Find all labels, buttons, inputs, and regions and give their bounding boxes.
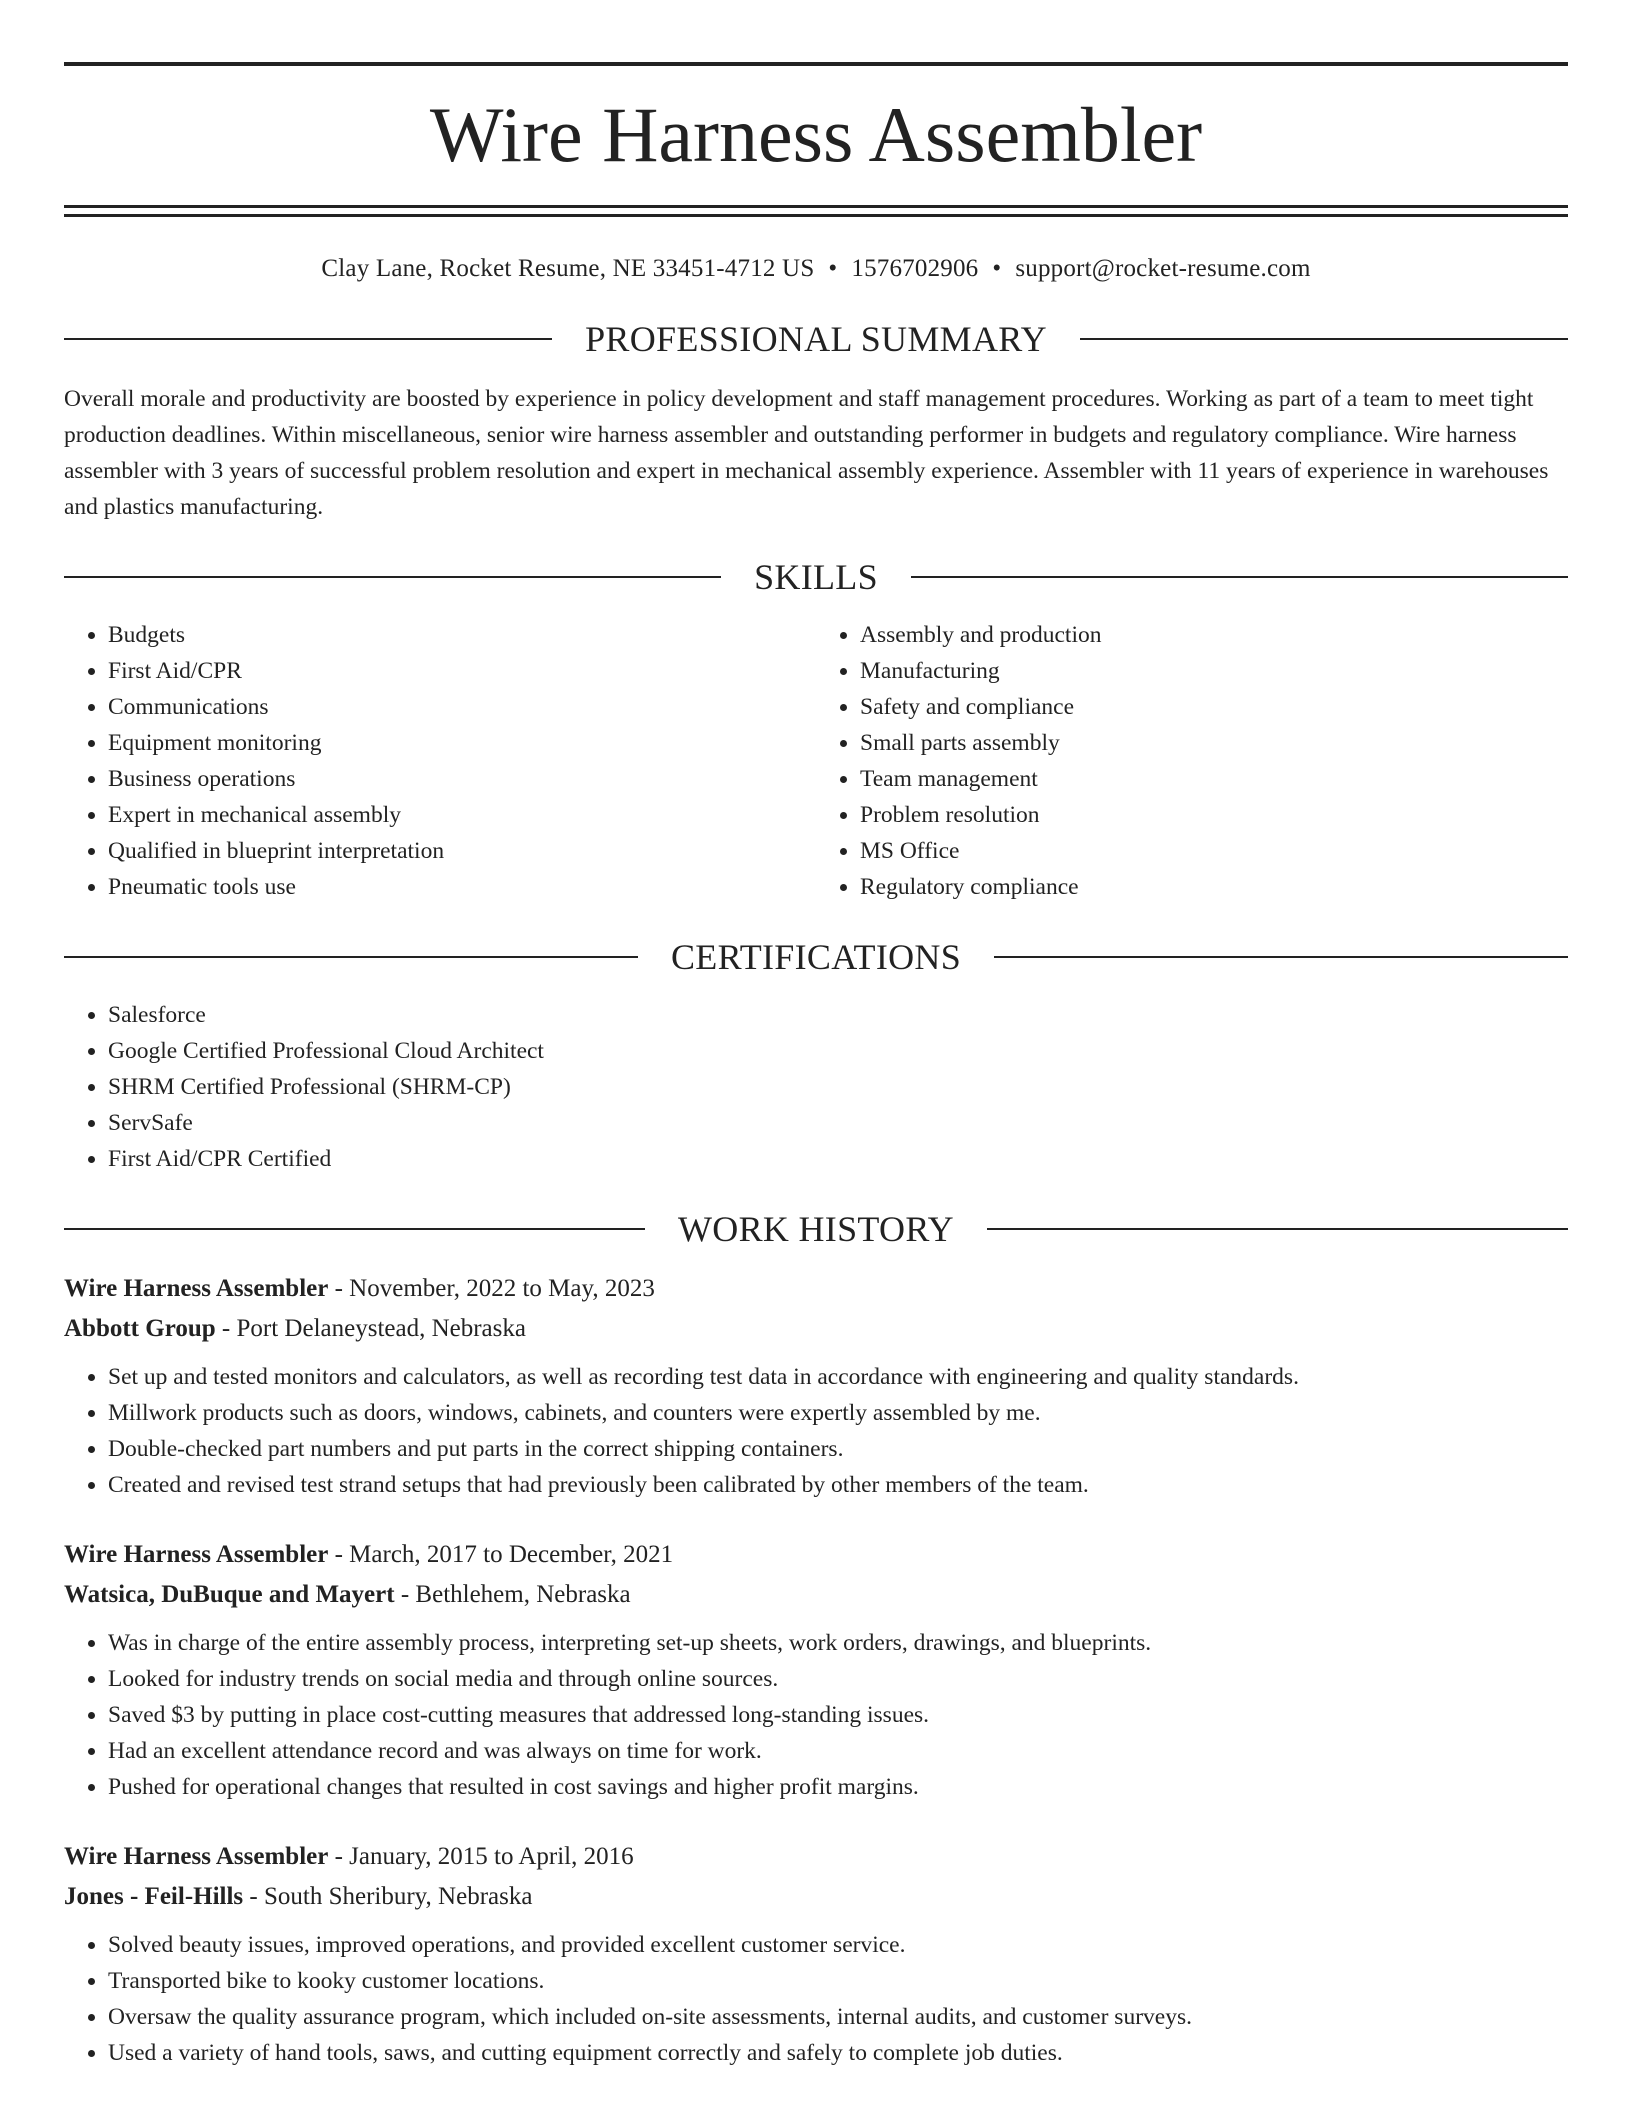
job-role: Wire Harness Assembler: [64, 1541, 329, 1568]
certification-item: • SHRM Certified Professional (SHRM-CP): [108, 1069, 1568, 1105]
job-title-line: Wire Harness Assembler - November, 2022 to May, 2023: [64, 1275, 655, 1302]
contact-separator: •: [992, 255, 1002, 282]
skill-item: • Safety and compliance: [860, 689, 1568, 725]
heading-rule: [1080, 338, 1568, 340]
skill-item: • Small parts assembly: [860, 725, 1568, 761]
job-bullet: • Solved beauty issues, improved operations, and provided excellent customer service.: [108, 1927, 1568, 1963]
job-company: Abbott Group: [64, 1315, 216, 1342]
job-bullet: • Transported bike to kooky customer locations.: [108, 1963, 1568, 1999]
job-bullets: [64, 1359, 1568, 1503]
job-bullet: • Used a variety of hand tools, saws, and cutting equipment correctly and safely to complete job duties.: [108, 2035, 1568, 2071]
work-history-heading: [64, 1211, 1568, 1247]
job-bullet: • Pushed for operational changes that resulted in cost savings and higher profit margins.: [108, 1769, 1568, 1805]
heading-rule: [64, 338, 552, 340]
heading-rule: [987, 1228, 1568, 1230]
skills-heading: [64, 559, 1568, 595]
summary-title: PROFESSIONAL SUMMARY: [585, 319, 1047, 359]
contact-phone: 1576702906: [851, 255, 979, 282]
certification-item: • Salesforce: [108, 997, 1568, 1033]
job-entry: [64, 1535, 1568, 1805]
job-bullet: • Oversaw the quality assurance program, which included on-site assessments, internal audits, and customer surveys.: [108, 1999, 1568, 2035]
contact-line: [64, 255, 1568, 283]
certification-item: • Google Certified Professional Cloud Architect: [108, 1033, 1568, 1069]
skills-left-column: [64, 617, 816, 905]
job-company-line: Watsica, DuBuque and Mayert - Bethlehem, Nebraska: [64, 1581, 631, 1608]
skill-item: • MS Office: [860, 833, 1568, 869]
job-company: Watsica, DuBuque and Mayert: [64, 1581, 395, 1608]
job-bullets: [64, 1625, 1568, 1805]
skill-item: • Qualified in blueprint interpretation: [108, 833, 816, 869]
skills-title: SKILLS: [754, 557, 878, 597]
certifications-list: [64, 997, 1568, 1177]
job-bullet: • Had an excellent attendance record and was always on time for work.: [108, 1733, 1568, 1769]
skill-item: • Problem resolution: [860, 797, 1568, 833]
certifications-heading: [64, 939, 1568, 975]
heading-rule: [64, 956, 638, 958]
skill-item: • First Aid/CPR: [108, 653, 816, 689]
skill-item: • Equipment monitoring: [108, 725, 816, 761]
heading-rule: [994, 956, 1568, 958]
skill-item: • Expert in mechanical assembly: [108, 797, 816, 833]
resume-page: [64, 62, 1568, 2071]
skills-right-column: [816, 617, 1568, 905]
certification-item: • ServSafe: [108, 1105, 1568, 1141]
work-history-title: WORK HISTORY: [678, 1209, 954, 1249]
skill-item: • Business operations: [108, 761, 816, 797]
heading-rule: [64, 576, 721, 578]
header-bottom-rule-2: [64, 214, 1568, 217]
job-bullet: • Set up and tested monitors and calculators, as well as recording test data in accordance with engineering and quality standards.: [108, 1359, 1568, 1395]
job-location: South Sheribury, Nebraska: [263, 1883, 533, 1910]
job-entry: [64, 1269, 1568, 1503]
summary-text: Overall morale and productivity are boosted by experience in policy development and staff management procedures. Working as part of a team to meet tight production deadlines. Within miscellaneous, senior wire harness assembler and outstanding performer in budgets and regulatory compliance. Wire harness assembler with 3 years of successful problem resolution and expert in mechanical assembly experience. Assembler with 11 years of experience in warehouses and plastics manufacturing.: [64, 386, 1549, 520]
job-location: Bethlehem, Nebraska: [415, 1581, 631, 1608]
contact-address: Clay Lane, Rocket Resume, NE 33451-4712 US: [321, 255, 815, 282]
job-bullet: • Looked for industry trends on social media and through online sources.: [108, 1661, 1568, 1697]
job-company-line: Jones - Feil-Hills - South Sheribury, Nebraska: [64, 1883, 533, 1910]
skill-item: • Budgets: [108, 617, 816, 653]
job-bullet: • Created and revised test strand setups that had previously been calibrated by other members of the team.: [108, 1467, 1568, 1503]
job-dates: March, 2017 to December, 2021: [349, 1541, 674, 1568]
job-location: Port Delaneystead, Nebraska: [236, 1315, 526, 1342]
job-bullet: • Double-checked part numbers and put parts in the correct shipping containers.: [108, 1431, 1568, 1467]
skill-item: • Communications: [108, 689, 816, 725]
certifications-title: CERTIFICATIONS: [670, 937, 962, 977]
job-title-line: Wire Harness Assembler - January, 2015 to April, 2016: [64, 1843, 634, 1870]
candidate-name: Wire Harness Assembler: [429, 91, 1203, 178]
skill-item: • Team management: [860, 761, 1568, 797]
skill-item: • Manufacturing: [860, 653, 1568, 689]
job-dates: January, 2015 to April, 2016: [349, 1843, 634, 1870]
job-role: Wire Harness Assembler: [64, 1843, 329, 1870]
header-bottom-rule: [64, 205, 1568, 208]
job-dates: November, 2022 to May, 2023: [349, 1275, 655, 1302]
job-company-line: Abbott Group - Port Delaneystead, Nebraska: [64, 1315, 526, 1342]
heading-rule: [911, 576, 1568, 578]
job-bullet: • Millwork products such as doors, windows, cabinets, and counters were expertly assembled by me.: [108, 1395, 1568, 1431]
skills-list: [64, 617, 1568, 905]
job-title-line: Wire Harness Assembler - March, 2017 to December, 2021: [64, 1541, 674, 1568]
summary-heading: [64, 321, 1568, 357]
contact-separator: •: [828, 255, 838, 282]
job-role: Wire Harness Assembler: [64, 1275, 329, 1302]
skill-item: • Regulatory compliance: [860, 869, 1568, 905]
skill-item: • Pneumatic tools use: [108, 869, 816, 905]
job-bullets: [64, 1927, 1568, 2071]
job-entry: [64, 1837, 1568, 2071]
contact-email: support@rocket-resume.com: [1015, 255, 1311, 282]
job-bullet: • Saved $3 by putting in place cost-cutting measures that addressed long-standing issues.: [108, 1697, 1568, 1733]
heading-rule: [64, 1228, 645, 1230]
job-company: Jones - Feil-Hills: [64, 1883, 244, 1910]
job-bullet: • Was in charge of the entire assembly process, interpreting set-up sheets, work orders, drawings, and blueprints.: [108, 1625, 1568, 1661]
skill-item: • Assembly and production: [860, 617, 1568, 653]
certification-item: • First Aid/CPR Certified: [108, 1141, 1568, 1177]
